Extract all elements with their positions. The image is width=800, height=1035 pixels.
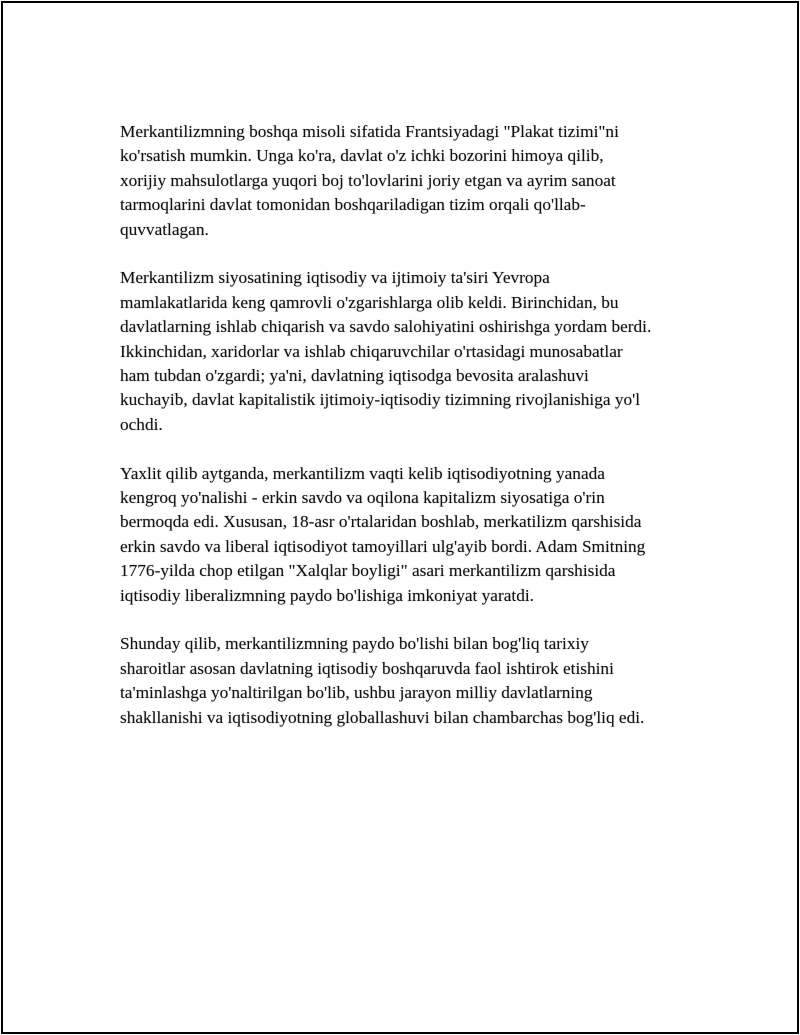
text-line: bermoqda edi. Xususan, 18-asr o'rtalaridan boshlab, merkatilizm qarshisida xyxy=(120,512,642,532)
paragraph-1 xyxy=(120,120,700,242)
text-line: kengroq yo'nalishi - erkin savdo va oqilona kapitalizm siyosatiga o'rin xyxy=(120,488,605,508)
text-line: Shunday qilib, merkantilizmning paydo bo'lishi bilan bog'liq tarixiy xyxy=(120,634,589,654)
paragraph-2 xyxy=(120,266,700,437)
text-line: Merkantilizm siyosatining iqtisodiy va ijtimoiy ta'siri Yevropa xyxy=(120,268,550,288)
text-line: iqtisodiy liberalizmning paydo bo'lishiga imkoniyat yaratdi. xyxy=(120,585,534,605)
text-line: davlatlarning ishlab chiqarish va savdo salohiyatini oshirishga yordam berdi. xyxy=(120,317,652,337)
text-line: 1776-yilda chop etilgan "Xalqlar boyligi" asari merkantilizm qarshisida xyxy=(120,561,616,581)
text-line: Ikkinchidan, xaridorlar va ishlab chiqaruvchilar o'rtasidagi munosabatlar xyxy=(120,341,623,361)
text-line: erkin savdo va liberal iqtisodiyot tamoyillari ulg'ayib bordi. Adam Smitning xyxy=(120,536,646,556)
text-line: ko'rsatish mumkin. Unga ko'ra, davlat o'z ichki bozorini himoya qilib, xyxy=(120,146,604,166)
text-line: shakllanishi va iqtisodiyotning globallashuvi bilan chambarchas bog'liq edi. xyxy=(120,707,645,727)
text-line: xorijiy mahsulotlarga yuqori boj to'lovlarini joriy etgan va ayrim sanoat xyxy=(120,170,616,190)
text-line: Yaxlit qilib aytganda, merkantilizm vaqti kelib iqtisodiyotning yanada xyxy=(120,463,605,483)
text-line: mamlakatlarida keng qamrovli o'zgarishlarga olib keldi. Birinchidan, bu xyxy=(120,292,619,312)
paragraph-3 xyxy=(120,462,700,608)
text-line: ochdi. xyxy=(120,414,163,434)
text-line: Merkantilizmning boshqa misoli sifatida Frantsiyadagi "Plakat tizimi"ni xyxy=(120,122,619,141)
text-line: ta'minlashga yo'naltirilgan bo'lib, ushbu jarayon milliy davlatlarning xyxy=(120,683,593,703)
text-line: kuchayib, davlat kapitalistik ijtimoiy-iqtisodiy tizimning rivojlanishiga yo'l xyxy=(120,390,641,410)
text-line: quvvatlagan. xyxy=(120,219,209,239)
text-line: ham tubdan o'zgardi; ya'ni, davlatning iqtisodga bevosita aralashuvi xyxy=(120,366,589,386)
text-line: sharoitlar asosan davlatning iqtisodiy boshqaruvda faol ishtirok etishini xyxy=(120,658,614,678)
paragraph-4 xyxy=(120,632,700,730)
document-body xyxy=(120,120,700,755)
text-line: tarmoqlarini davlat tomonidan boshqariladigan tizim orqali qo'llab- xyxy=(120,195,586,215)
page-frame xyxy=(1,1,799,1034)
